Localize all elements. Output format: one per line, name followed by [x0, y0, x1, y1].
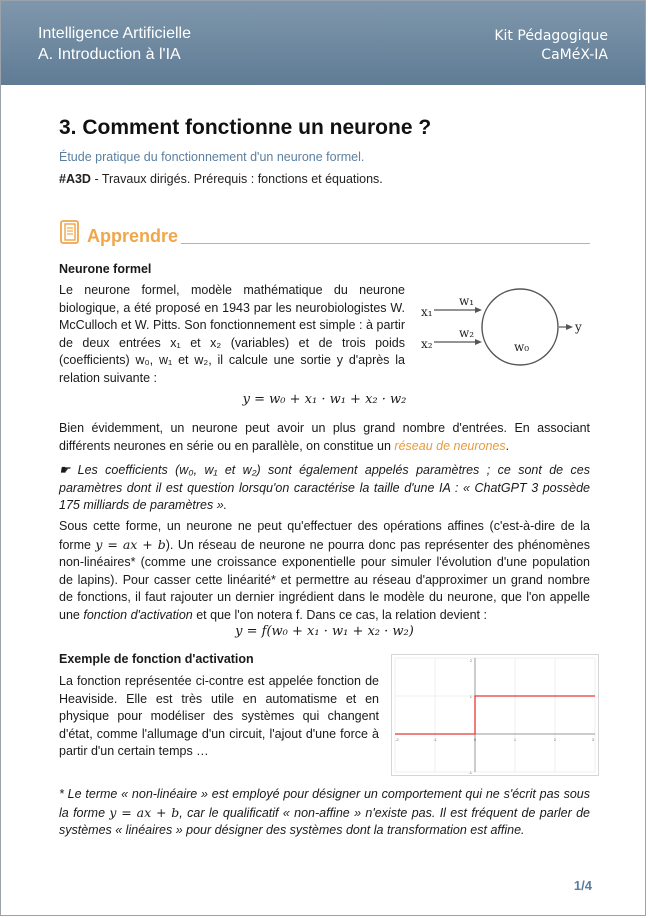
network-text: Bien évidemment, un neurone peut avoir un plus grand nombre d'entrées. En associant différents neurones en série ou en parallèle, on constitue un	[59, 421, 590, 453]
affine-formula: y = ax + b	[95, 536, 166, 552]
page-title: 3. Comment fonctionne un neurone ?	[59, 116, 432, 139]
x-tick-label: 1	[513, 737, 517, 742]
input-x1-label: x₁	[421, 305, 433, 319]
affine-text: Sous cette forme, un neurone ne peut qu'effectuer des opérations affines (c'est-à-dire de la forme	[59, 519, 590, 552]
x-tick-label: -2	[395, 737, 399, 742]
heaviside-chart	[391, 654, 599, 776]
output-y-label: y	[575, 320, 582, 334]
section-rule	[181, 243, 590, 244]
neurone-heading: Neurone formel	[59, 262, 152, 276]
neurone-intro: Le neurone formel, modèle mathématique du neurone biologique, a été proposé en 1943 par les neurobiologistes W. McCulloch et W. Pitts. Son fonctionnement est simple : à partir de deux entrées x₁ et x₂ (variables) et de trois poids (coefficients) w₀, w₁ et w₂, il calcule une sortie y d'après la relation suivante :	[59, 283, 405, 385]
network-term: réseau de neurones	[394, 438, 506, 453]
activation-intro-paragraph	[59, 518, 590, 625]
footnote	[59, 786, 590, 840]
footnote-text-end: , car le qualificatif « non-affine » n'existe pas. Il est fréquent de parler de systèmes « linéaires » pour désigner des systèmes dont la transformation est affine.	[59, 805, 590, 838]
section-apprendre	[59, 218, 590, 248]
footnote-formula: y = ax + b	[109, 804, 180, 820]
relation-text: et que l'on notera f. Dans ce cas, la relation devient :	[192, 607, 487, 622]
page-header	[1, 1, 645, 85]
chapter-title: A. Introduction à l'IA	[38, 46, 181, 63]
input-x2-label: x₂	[421, 337, 433, 351]
y-tick-label: -1	[468, 770, 472, 775]
book-icon	[59, 219, 81, 245]
equation-activation: y = f(w₀ + x₁ · w₁ + x₂ · w₂)	[235, 624, 414, 639]
x-tick-label: 0	[473, 737, 477, 742]
nonlinear-text: ). Un réseau de neurone ne pourra donc pas représenter des phénomènes non-linéaires* (comme une croissance exponentielle pour simuler l'évolution d'une population de lapins). Pour casser cette linéarité* et permettre au réseau d'approximer un grand nombre de fonctions, il faut rajouter un dernier ingrédient dans le modèle du neurone, que l'on appelle une	[59, 537, 590, 622]
page-number: 1/4	[573, 878, 592, 893]
neurone-network-paragraph	[59, 420, 590, 455]
activation-heading: Exemple de fonction d'activation	[59, 652, 254, 666]
section-label: Apprendre	[87, 226, 179, 246]
weight-w1-label: w₁	[459, 294, 475, 308]
y-tick-label: 1	[469, 694, 472, 699]
x-tick-label: 3	[591, 737, 595, 742]
activity-description: - Travaux dirigés. Prérequis : fonctions et équations.	[90, 172, 383, 186]
equation-neuron: y = w₀ + x₁ · w₁ + x₂ · w₂	[242, 392, 407, 407]
course-title: Intelligence Artificielle	[38, 25, 191, 42]
x-tick-label: 2	[553, 737, 557, 742]
parameters-note: ☛ Les coefficients (w₀, w₁ et w₂) sont également appelés paramètres ; ce sont de ces paramètres dont il est question lorsqu'on caractérise la taille d'une IA : « ChatGPT 3 possède 175 milliards de paramètres ».	[59, 463, 590, 513]
weight-w2-label: w₂	[459, 326, 475, 340]
activation-term: fonction d'activation	[83, 607, 193, 622]
footnote-text: * Le terme « non-linéaire » est employé pour désigner un comportement qui ne s'écrit pas sous la forme	[59, 787, 590, 820]
kit-label: Kit Pédagogique	[494, 28, 608, 44]
network-text-end: .	[505, 438, 510, 453]
neuron-diagram	[416, 286, 592, 376]
activity-code: #A3D	[59, 172, 91, 186]
page-subtitle: Étude pratique du fonctionnement d'un neurone formel.	[59, 150, 365, 164]
kit-name: CaMéX-IA	[541, 47, 608, 63]
heaviside-paragraph: La fonction représentée ci-contre est appelée fonction de Heaviside. Elle est très utile en automatisme et en physique pour modéliser des systèmes qui changent d'état, comme l'allumage d'un circuit, l'ajout d'une force à partir d'un certain temps …	[59, 674, 379, 759]
activity-meta	[59, 172, 383, 186]
header-left	[38, 23, 191, 65]
chart-frame	[392, 655, 599, 776]
x-tick-label: -1	[433, 737, 437, 742]
header-right	[494, 27, 608, 65]
weight-w0-label: w₀	[514, 340, 530, 354]
y-tick-label: 2	[469, 658, 472, 663]
